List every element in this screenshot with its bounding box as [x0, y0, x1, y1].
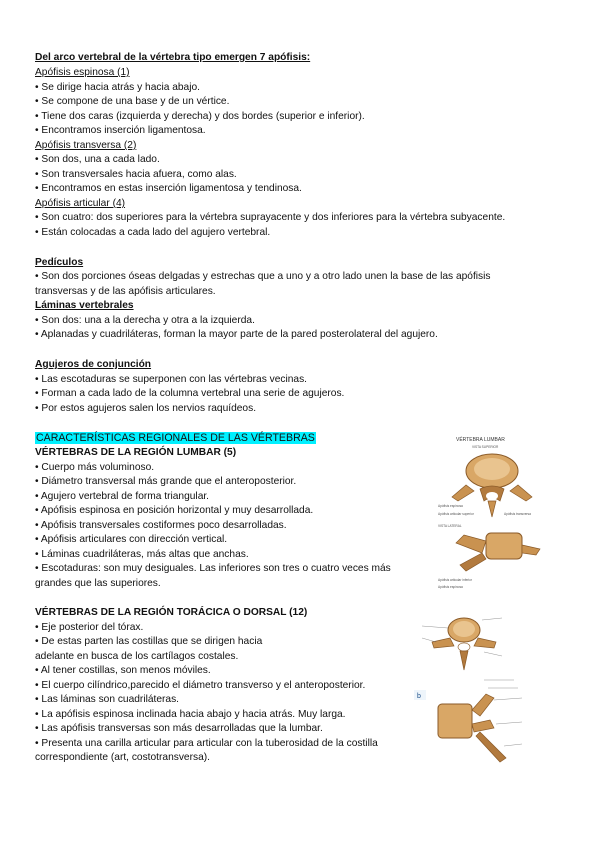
list-item: • Forman a cada lado de la columna vertebral una serie de agujeros. — [35, 388, 345, 399]
figure-label: Apófisis espinosa — [438, 504, 463, 508]
list-item: grandes que las superiores. — [35, 578, 161, 589]
list-item: • Eje posterior del tórax. — [35, 622, 144, 633]
list-item: • Encontramos inserción ligamentosa. — [35, 125, 206, 136]
figure-label: Apófisis transversa — [504, 512, 531, 516]
thoracic-vertebra-superior-figure — [420, 612, 504, 674]
list-item: • Son dos porciones óseas delgadas y estrechas que a uno y a otro lado unen la base de las apófisis — [35, 271, 491, 282]
list-item: • La apófisis espinosa inclinada hacia abajo y hacia atrás. Muy larga. — [35, 709, 346, 720]
lumbar-title: VÉRTEBRAS DE LA REGIÓN LUMBAR (5) — [35, 447, 237, 458]
list-item: • Son dos, una a cada lado. — [35, 154, 160, 165]
list-item: correspondiente (art, costotransversa). — [35, 752, 210, 763]
list-item: • Tiene dos caras (izquierda y derecha) y dos bordes (superior e inferior). — [35, 111, 365, 122]
lumbar-vertebra-figure — [436, 433, 548, 591]
highlighted-heading: CARACTERÍSTICAS REGIONALES DE LAS VÉRTEBRAS — [36, 432, 315, 444]
list-item: adelante en busca de los cartílagos costales. — [35, 651, 239, 662]
agujeros-title: Agujeros de conjunción — [35, 359, 152, 370]
list-item: transversas y de las apófisis articulares. — [35, 286, 216, 297]
list-item: • Son cuatro: dos superiores para la vértebra suprayacente y dos inferiores para la vértebra subyacente. — [35, 212, 506, 223]
transversa-title: Apófisis transversa (2) — [35, 140, 137, 151]
list-item: • Son dos: una a la derecha y otra a la izquierda. — [35, 315, 255, 326]
thoracic-vertebra-superior-illustration — [420, 612, 504, 674]
thoracic-vertebra-lateral-illustration — [414, 676, 526, 764]
list-item: • Aplanadas y cuadriláteras, forman la mayor parte de la pared posterolateral del agujero. — [35, 329, 438, 340]
figure-view-side: VISTA LATERAL — [438, 524, 462, 528]
figure-view-top: VISTA SUPERIOR — [472, 445, 499, 449]
list-item: • Cuerpo más voluminoso. — [35, 462, 155, 473]
list-item: • Las láminas son cuadriláteras. — [35, 694, 179, 705]
list-item: • Son transversales hacia afuera, como alas. — [35, 169, 237, 180]
laminas-title: Láminas vertebrales — [35, 300, 134, 311]
regional-title — [35, 431, 316, 445]
list-item: • Están colocadas a cada lado del agujero vertebral. — [35, 227, 271, 238]
list-item: • Apófisis espinosa en posición horizontal y muy desarrollada. — [35, 505, 314, 516]
list-item: • Encontramos en estas inserción ligamentosa y tendinosa. — [35, 183, 302, 194]
list-item: • Se dirige hacia atrás y hacia abajo. — [35, 82, 200, 93]
list-item: • Se compone de una base y de un vértice. — [35, 96, 230, 107]
espinosa-title: Apófisis espinosa (1) — [35, 67, 130, 78]
figure-tag: b — [417, 693, 421, 700]
figure-label: Apófisis espinosa — [438, 585, 463, 589]
list-item: • Apófisis articulares con dirección vertical. — [35, 534, 228, 545]
list-item: • Diámetro transversal más grande que el anteroposterior. — [35, 476, 297, 487]
toracica-title: VÉRTEBRAS DE LA REGIÓN TORÁCICA O DORSAL (12) — [35, 607, 308, 618]
lumbar-vertebra-illustration — [436, 433, 548, 591]
list-item: • El cuerpo cilíndrico,parecido el diámetro transverso y el anteroposterior. — [35, 680, 366, 691]
list-item: • Las apófisis transversas son más desarrolladas que la lumbar. — [35, 723, 323, 734]
list-item: • Apófisis transversales costiformes poco desarrolladas. — [35, 520, 287, 531]
intro-heading: Del arco vertebral de la vértebra tipo emergen 7 apófisis: — [35, 52, 311, 63]
list-item: • Escotaduras: son muy desiguales. Las inferiores son tres o cuatro veces más — [35, 563, 391, 574]
figure-title: VÉRTEBRA LUMBAR — [456, 437, 505, 443]
list-item: • Las escotaduras se superponen con las vértebras vecinas. — [35, 374, 307, 385]
list-item: • Agujero vertebral de forma triangular. — [35, 491, 210, 502]
list-item: • Por estos agujeros salen los nervios raquídeos. — [35, 403, 257, 414]
list-item: • De estas parten las costillas que se dirigen hacia — [35, 636, 263, 647]
thoracic-vertebra-lateral-figure — [414, 676, 526, 764]
articular-title: Apófisis articular (4) — [35, 198, 126, 209]
list-item: • Presenta una carilla articular para articular con la tuberosidad de la costilla — [35, 738, 378, 749]
list-item: • Al tener costillas, son menos móviles. — [35, 665, 211, 676]
pediculos-title: Pedículos — [35, 257, 84, 268]
list-item: • Láminas cuadriláteras, más altas que anchas. — [35, 549, 249, 560]
figure-label: Apófisis articular inferior — [438, 578, 473, 582]
figure-label: Apófisis articular superior — [438, 512, 474, 516]
